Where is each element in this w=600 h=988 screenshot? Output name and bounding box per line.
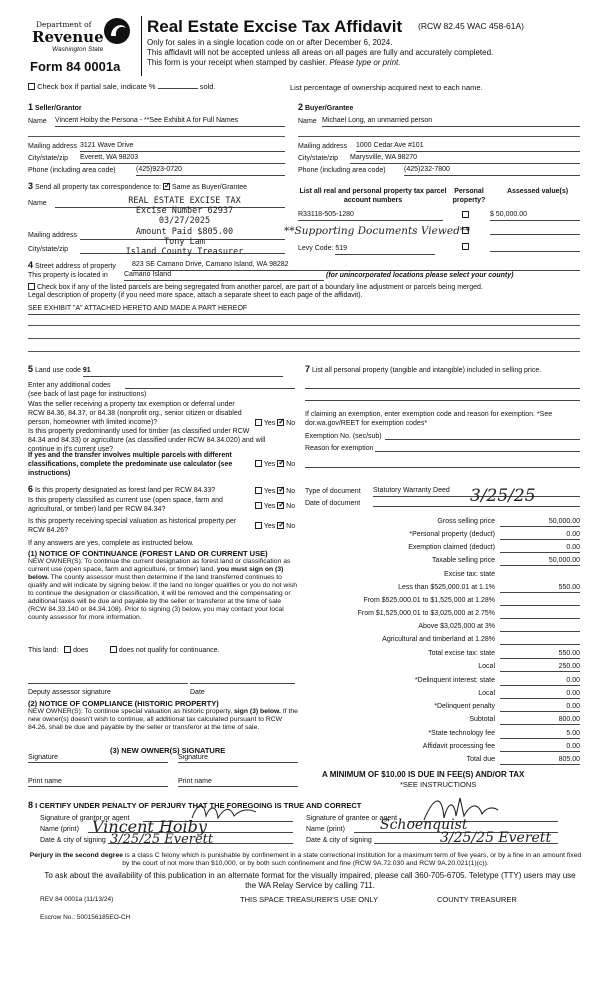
gross-line — [500, 526, 580, 527]
grantee-name-label: Name (print) — [306, 826, 345, 833]
this-land-row — [28, 646, 298, 656]
additional-codes-label: Enter any additional codes — [28, 382, 111, 389]
levy-row — [298, 245, 435, 255]
tier1-line — [500, 592, 580, 593]
header-line1: Only for sales in a single location code on or after December 6, 2024. — [147, 38, 393, 47]
personal-col-header: Personal property? — [452, 188, 486, 204]
tier2-line — [500, 605, 580, 606]
tech-fee-line — [500, 738, 580, 739]
tier4-line — [500, 631, 580, 632]
tier3-label: From $1,525,000.01 to $3,025,000 at 2.75% — [357, 610, 495, 617]
perjury-text: is a class C felony which is punishable by confinement in a state correctional institution for a maximum term of five years, or by a fine in an amount fixed by the court of not more than $10,000, or by both such confinement and fine (RCW 9A.72.030 and RCW 9A.20.021(1)(c)). — [122, 852, 582, 868]
treasurer-use-label: THIS SPACE TREASURER'S USE ONLY — [240, 895, 379, 904]
tier5-label: Agricultural and timberland at 1.28% — [382, 636, 495, 643]
assessed-col-header: Assessed value(s) — [506, 188, 569, 195]
notice-continuance-body — [28, 558, 298, 622]
grantor-sig-label: Signature of grantor or agent — [40, 815, 130, 822]
grantee-date-label: Date & city of signing — [306, 837, 372, 844]
exemption-question: Was the seller receiving a property tax exemption or deferral under RCW 84.36, 84.37, or 84.38 (nonprofit org., senior citizen or disabled person, homeowner with limited income)? — [28, 401, 242, 426]
exemption-deduct-label: Exemption claimed (deduct) — [408, 544, 495, 551]
deputy-signature-field[interactable] — [28, 683, 188, 684]
dor-swirl-icon — [102, 16, 132, 46]
partial-sale-checkbox[interactable] — [28, 83, 35, 90]
buyer-phone-label: Phone (including area code) — [298, 167, 386, 174]
stamp-line6: Island County Treasurer — [125, 246, 244, 257]
seller-city-field[interactable]: Everett, WA 98203 — [80, 154, 285, 164]
located-note: (for unincorporated locations please select your county) — [326, 272, 514, 279]
historic-no-checkbox[interactable] — [277, 522, 284, 529]
header-line3-b: Please type or print. — [329, 58, 401, 67]
exemption-instr-a: If claiming an exemption, enter exemption code and reason for exemption. — [305, 411, 535, 418]
section4-num: 4 — [28, 260, 34, 270]
timber-yes-label: Yes — [263, 461, 276, 468]
doc-date-handwritten: 3/25/25 — [470, 486, 536, 506]
gross-value: 50,000.00 — [548, 518, 580, 525]
forest-yes-label: Yes — [263, 488, 276, 495]
header-divider — [141, 16, 142, 76]
dept-line1: Department of — [36, 20, 92, 29]
certify-text: I CERTIFY UNDER PENALTY OF PERJURY THAT THE FOREGOING IS TRUE AND CORRECT — [35, 801, 362, 810]
exemption-line — [500, 552, 580, 553]
stamp-line4: Amount Paid $805.00 — [135, 226, 234, 237]
county-treasurer-label: COUNTY TREASURER — [437, 895, 517, 904]
buyer-name-field[interactable]: Michael Long, an unmarried person — [322, 117, 580, 127]
seller-phone-label: Phone (including area code) — [28, 167, 116, 174]
owner-print-1-label: Print name — [28, 778, 62, 785]
grantee-sig-label: Signature of grantee or agent — [306, 815, 398, 822]
reason-field[interactable] — [375, 451, 580, 452]
exemption-no-label: Exemption No. (sec/sub) — [305, 433, 382, 440]
total-due-value: 805.00 — [558, 756, 580, 763]
see-instructions: *SEE INSTRUCTIONS — [400, 780, 477, 789]
same-as-buyer-label: Same as Buyer/Grantee — [171, 184, 248, 191]
same-as-buyer-checkbox[interactable] — [163, 183, 170, 190]
doc-type-label: Type of document — [305, 488, 361, 495]
does-label: does — [73, 647, 89, 654]
historic-yes-label: Yes — [263, 523, 276, 530]
total-state-line — [500, 658, 580, 659]
tier4-label: Above $3,025,000 at 3% — [418, 623, 495, 630]
forest-question-text: Is this property designated as forest land per RCW 84.33? — [34, 487, 216, 494]
form-title: Real Estate Excise Tax Affidavit — [147, 17, 403, 36]
levy-label: Levy Code: — [298, 245, 334, 252]
located-label: This property is located in — [28, 272, 108, 279]
buyer-blank-line — [298, 136, 580, 137]
penalty-label: *Delinquent penalty — [434, 703, 495, 710]
penalty-value: 0.00 — [566, 703, 580, 710]
current-use-yes-label: Yes — [263, 503, 276, 510]
street-field[interactable]: 823 SE Camano Drive, Camano Island, WA 98282 — [132, 261, 580, 271]
dor-logo — [30, 18, 140, 64]
notice-compliance-body-b: sign (3) below. — [234, 708, 281, 715]
delinq-local-label: Local — [478, 690, 495, 697]
notice-continuance-body-c: The county assessor must then determine if the land transferred continues to qualify and will indicate by signing below. If the land no longer qualifies or you do not wish to continue the designation or classification, it will be removed and the compensating or additional taxes will be due and payable by the seller or transferor at the time of sale (RCW 84.33.140 or 84.34.108). Prior to signing (3) below, you may contact your local county assessor for more information. — [28, 574, 298, 622]
dept-line2: Revenue — [32, 28, 104, 46]
stamp-line3: 03/27/2025 — [158, 216, 211, 227]
subtotal-line — [500, 724, 580, 725]
buyer-city-field[interactable]: Marysville, WA 98270 — [350, 154, 580, 164]
historic-question: Is this property receiving special valuation as historical property per RCW 84.26? — [28, 518, 237, 534]
deputy-date-label: Date — [190, 689, 205, 696]
if-yes-instruction: If any answers are yes, complete as instructed below. — [28, 540, 194, 547]
tech-fee-label: *State technology fee — [428, 730, 495, 737]
minimum-due-notice: A MINIMUM OF $10.00 IS DUE IN FEE(S) AND/OR TAX — [322, 770, 525, 779]
stamp-line5: Tony Lam — [164, 236, 205, 247]
section5-num: 5 — [28, 364, 34, 374]
ownership-note: List percentage of ownership acquired next to each name. — [290, 83, 483, 92]
correspondence-row — [28, 181, 247, 193]
forest-no-checkbox[interactable] — [277, 487, 284, 494]
doc-date-label: Date of document — [305, 500, 361, 507]
alternate-format-notice: To ask about the availability of this publication in an alternate format for the visually impaired, please call 360-705-6705. Teletype (TTY) users may use the WA Relay Service by calling 711. — [44, 871, 576, 890]
segregated-label: Check box if any of the listed parcels are being segregated from another parcel, are part of a boundary line adjustment or parcels being merged. — [36, 284, 483, 291]
timber-question: Is this property predominantly used for timber (as classified under RCW 84.34 and 84.33) or agriculture (as classified under RCW 84.34.020) and will continue in it's current use? — [28, 428, 266, 453]
buyer-heading — [298, 102, 353, 114]
seller-name-field[interactable]: Vincent Hoiby the Persona - **See Exhibit A for Full Names — [55, 117, 285, 127]
grantee-name-handwritten: Schoenquist — [380, 817, 468, 833]
grantor-date-handwritten: 3/25/25 Everett — [110, 832, 214, 847]
seller-city-label: City/state/zip — [28, 155, 69, 162]
current-use-question: Is this property classified as current use (open space, farm and agricultural, or timber) land per RCW 84.34? — [28, 497, 223, 513]
does-not-checkbox[interactable] — [110, 646, 117, 653]
personal-property-label: List all personal property (tangible and intangible) included in selling price. — [311, 367, 542, 374]
parcel-1-field[interactable]: R33118-505-1280 — [298, 211, 443, 221]
exemption-no-field[interactable] — [385, 439, 580, 440]
personal-property-field-1[interactable] — [305, 388, 580, 389]
land-use-row — [28, 364, 283, 377]
forest-yes-checkbox[interactable] — [255, 487, 262, 494]
form-number: Form 84 0001a — [30, 59, 121, 74]
exemption-yes-checkbox[interactable] — [255, 419, 262, 426]
partial-sale-label: Check box if partial sale, indicate % — [37, 82, 156, 91]
notice-compliance-body — [28, 708, 298, 732]
notice-continuance-title: (1) NOTICE OF CONTINUANCE (FOREST LAND OR CURRENT USE) — [28, 549, 268, 558]
dept-line3: Washington State — [52, 46, 104, 53]
grantor-signature — [190, 800, 260, 824]
taxable-value: 50,000.00 — [548, 557, 580, 564]
partial-sold-label: sold. — [199, 82, 216, 91]
notice-continuance-body-a: NEW OWNER(S): To continue the current designation as forest land or classification as current use (open space, farm and agriculture, or timber) land, — [28, 558, 291, 574]
personal-line — [500, 539, 580, 540]
street-label: Street address of property — [34, 263, 116, 270]
legal-label: Legal description of property (if you need more space, attach a separate sheet to each page of the affidavit). — [28, 292, 363, 299]
personal-deduct-label: *Personal property (deduct) — [409, 531, 495, 538]
current-use-yes-no — [255, 502, 295, 512]
stamp-line2: Excise Number 62937 — [135, 206, 234, 217]
correspondence-label: Send all property tax correspondence to: — [34, 184, 162, 191]
seller-num: 1 — [28, 102, 34, 112]
land-use-label: Land use code — [34, 367, 81, 374]
notice-compliance-body-a: NEW OWNER(S): To continue special valuation as historic property, — [28, 708, 233, 715]
gross-label: Gross selling price — [437, 518, 495, 525]
historic-yes-checkbox[interactable] — [255, 522, 262, 529]
partial-percent-field[interactable] — [158, 88, 198, 89]
reason-field-2[interactable] — [305, 467, 580, 468]
doc-type-field[interactable]: Statutory Warranty Deed — [373, 487, 580, 497]
total-due-line — [500, 764, 580, 765]
tier3-line — [500, 618, 580, 619]
stamp-line1: REAL ESTATE EXCISE TAX — [128, 196, 241, 206]
timber-no-label: No — [286, 461, 296, 468]
form-citation: (RCW 82.45 WAC 458-61A) — [418, 21, 524, 31]
grantee-signature — [420, 792, 500, 824]
does-checkbox[interactable] — [64, 646, 71, 653]
tier1-label: Less than $525,000.01 at 1.1% — [398, 584, 495, 591]
perjury-notice — [28, 852, 583, 869]
affidavit-fee-value: 0.00 — [566, 743, 580, 750]
affidavit-fee-label: Affidavit processing fee — [422, 743, 495, 750]
legal-line-3 — [28, 338, 580, 339]
deputy-date-field[interactable] — [190, 683, 295, 684]
local-line — [500, 671, 580, 672]
seller-phone-field[interactable]: (425)923-0720 — [136, 166, 285, 176]
tier2-label: From $525,000.01 to $1,525,000 at 1.28% — [363, 597, 495, 604]
current-use-no-label: No — [286, 503, 296, 510]
parcel-3-personal-checkbox[interactable] — [462, 243, 469, 250]
current-use-no-checkbox[interactable] — [277, 502, 284, 509]
notice-continuance-body-b: you must sign on (3) below. — [28, 566, 284, 582]
personal-property-field-2[interactable] — [305, 400, 580, 401]
local-value: 250.00 — [558, 663, 580, 670]
buyer-address-field[interactable]: 1000 Cedar Ave #101 — [356, 142, 580, 152]
grantor-name-handwritten: Vincent Hoiby — [92, 817, 207, 836]
tech-fee-value: 5.00 — [566, 730, 580, 737]
buyer-phone-field[interactable]: (425)232-7800 — [404, 166, 580, 176]
tier5-line — [500, 644, 580, 645]
current-use-yes-checkbox[interactable] — [255, 502, 262, 509]
notice-compliance-body-c: If the new owner(s) doesn't wish to continue, all additional tax calculated pursuant to RCW 84.26, shall be due and payable by the seller or transferor at the time of sale. — [28, 708, 298, 732]
located-field[interactable]: Camano Island — [124, 271, 324, 281]
grantor-name-label: Name (print) — [40, 826, 79, 833]
see-back-label: (see back of last page for instructions) — [28, 391, 147, 398]
does-not-label: does not qualify for continuance. — [118, 647, 220, 654]
total-due-label: Total due — [466, 756, 495, 763]
tier1-value: 550.00 — [558, 584, 580, 591]
forest-question — [28, 484, 253, 496]
local-label: Local — [478, 663, 495, 670]
legal-field[interactable]: SEE EXHIBIT "A" ATTACHED HERETO AND MADE A PART HEREOF — [28, 305, 580, 315]
personal-property-row — [305, 364, 577, 376]
seller-name-label: Name — [28, 118, 47, 125]
partial-sale-row — [28, 82, 216, 91]
timber-no-checkbox[interactable] — [277, 460, 284, 467]
excise-state-label: Excise tax: state — [444, 571, 495, 578]
seller-heading-label: Seller/Grantor — [34, 105, 82, 112]
delinq-state-label: *Delinquent interest: state — [414, 677, 495, 684]
seller-address-label: Mailing address — [28, 143, 78, 150]
section6-num: 6 — [28, 484, 34, 494]
subtotal-value: 800.00 — [558, 716, 580, 723]
buyer-name-label: Name — [298, 118, 317, 125]
parcel-1-value-field[interactable]: $ 50,000.00 — [490, 211, 580, 221]
header-line2: This affidavit will not be accepted unless all areas on all pages are fully and accurately completed. — [147, 48, 494, 57]
escrow-number: Escrow No.: 500156185EO-CH — [40, 914, 131, 921]
delinq-state-line — [500, 685, 580, 686]
supporting-docs-stamp: **Supporting Documents Viewed** — [284, 225, 471, 237]
parcel-1-personal-checkbox[interactable] — [462, 211, 469, 218]
new-owner-signature-title: (3) NEW OWNER(S) SIGNATURE — [110, 746, 226, 755]
buyer-city-label: City/state/zip — [298, 155, 339, 162]
perjury-bold: Perjury in the second degree — [29, 852, 124, 859]
grantee-date-handwritten: 3/25/25 Everett — [440, 830, 552, 846]
buyer-heading-label: Buyer/Grantee — [304, 105, 354, 112]
land-use-field[interactable]: 91 — [83, 367, 283, 377]
notice-compliance-title: (2) NOTICE OF COMPLIANCE (HISTORIC PROPERTY) — [28, 699, 219, 708]
timber-yes-no — [255, 460, 295, 470]
subtotal-label: Subtotal — [469, 716, 495, 723]
levy-field[interactable]: 519 — [335, 245, 435, 255]
section8-num: 8 — [28, 800, 34, 810]
parcel-2-value-field[interactable] — [490, 234, 580, 235]
parcel-3-value-field[interactable] — [490, 251, 580, 252]
seller-blank-line — [28, 136, 285, 137]
taxable-label: Taxable selling price — [431, 557, 495, 564]
owner-print-2-label: Print name — [178, 778, 212, 785]
historic-no-label: No — [286, 523, 296, 530]
exemption-instructions — [305, 411, 565, 429]
header-line3-a: This form is your receipt when stamped by cashier. — [147, 58, 328, 67]
rev-number: REV 84 0001a (11/13/24) — [40, 896, 114, 903]
historic-yes-no — [255, 522, 295, 532]
corr-address-label: Mailing address — [28, 232, 78, 239]
parcel-2-personal-checkbox[interactable] — [462, 227, 469, 234]
total-state-value: 550.00 — [558, 650, 580, 657]
treasurer-stamp — [102, 196, 267, 257]
delinq-local-value: 0.00 — [566, 690, 580, 697]
taxable-line — [500, 565, 580, 566]
affidavit-fee-line — [500, 751, 580, 752]
multi-parcel-question: If yes and the transfer involves multiple parcels with different classifications, complete the predominate use calculator (see instructions) — [28, 452, 233, 477]
reason-label: Reason for exemption — [305, 445, 374, 452]
legal-line-4 — [28, 351, 580, 352]
forest-no-label: No — [286, 488, 296, 495]
section7-num: 7 — [305, 364, 311, 374]
exemption-no-label: No — [286, 420, 296, 427]
forest-yes-no — [255, 487, 295, 497]
buyer-num: 2 — [298, 102, 304, 112]
penalty-line — [500, 711, 580, 712]
owner-signature-2-label: Signature — [178, 754, 208, 761]
additional-codes-field[interactable] — [125, 388, 295, 389]
seller-address-field[interactable]: 3121 Wave Drive — [80, 142, 285, 152]
header-line3 — [147, 58, 400, 68]
delinq-state-value: 0.00 — [566, 677, 580, 684]
personal-deduct-value: 0.00 — [566, 531, 580, 538]
deputy-signature-label: Deputy assessor signature — [28, 689, 111, 696]
this-land-label: This land: — [28, 647, 59, 654]
buyer-address-label: Mailing address — [298, 143, 348, 150]
correspondence-num: 3 — [28, 181, 34, 191]
corr-city-label: City/state/zip — [28, 246, 69, 253]
owner-signature-1-label: Signature — [28, 754, 58, 761]
exemption-deduct-value: 0.00 — [566, 544, 580, 551]
exemption-no-checkbox[interactable] — [277, 419, 284, 426]
timber-yes-checkbox[interactable] — [255, 460, 262, 467]
exemption-yes-label: Yes — [263, 420, 276, 427]
street-row — [28, 260, 116, 272]
segregated-checkbox[interactable] — [28, 283, 35, 290]
seller-heading — [28, 102, 82, 114]
delinq-local-line — [500, 698, 580, 699]
parcel-col-header: List all real and personal property tax parcel account numbers — [299, 188, 447, 204]
exemption-instr-b: *See dor.wa.gov/REET for exemption codes* — [305, 411, 553, 427]
grantor-date-label: Date & city of signing — [40, 837, 106, 844]
total-state-label: Total excise tax: state — [428, 650, 495, 657]
corr-name-label: Name — [28, 200, 47, 207]
legal-line-2 — [28, 325, 580, 326]
